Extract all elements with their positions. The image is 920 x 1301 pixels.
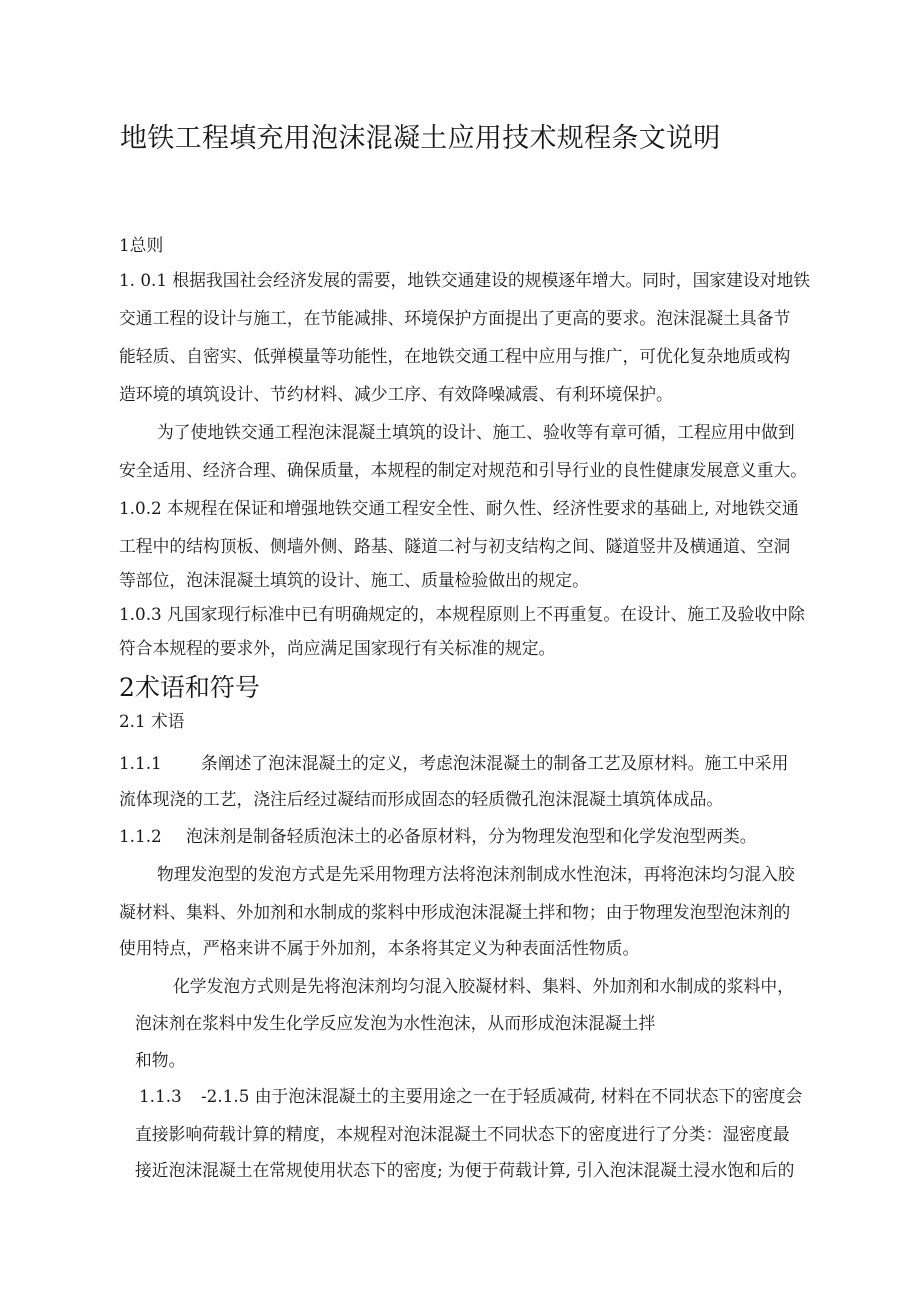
paragraph-line: 接近泡沫混凝土在常规使用状态下的密度; 为便于荷载计算, 引入泡沫混凝土浸水饱和后的 bbox=[135, 1160, 795, 1180]
section-heading-terms: 2术语和符号 bbox=[119, 673, 260, 702]
paragraph-line: -2.1.5 由于泡沫混凝土的主要用途之一在于轻质减荷, 材料在不同状态下的密度会 bbox=[201, 1086, 803, 1106]
subsection-heading-terms: 2.1 术语 bbox=[119, 711, 185, 731]
paragraph-line: 工程中的结构顶板、侧墙外侧、路基、隧道二衬与初支结构之间、隧道竖井及横通道、空洞 bbox=[119, 536, 791, 556]
paragraph-line: 凝材料、集料、外加剂和水制成的浆料中形成泡沫混凝土拌和物；由于物理发泡型泡沫剂的 bbox=[119, 902, 791, 922]
paragraph-line: 泡沫剂是制备轻质泡沫土的必备原材料，分为物理发泡型和化学发泡型两类。 bbox=[186, 826, 757, 846]
paragraph-line: 1. 0.1 根据我国社会经济发展的需要，地铁交通建设的规模逐年增大。同时，国家建设对地铁 bbox=[119, 270, 811, 290]
section-heading-general: 1总则 bbox=[119, 235, 164, 255]
document-title: 地铁工程填充用泡沫混凝土应用技术规程条文说明 bbox=[120, 123, 721, 154]
paragraph-line: 和物。 bbox=[135, 1050, 186, 1070]
paragraph-line: 直接影响荷载计算的精度，本规程对泡沫混凝土不同状态下的密度进行了分类：湿密度最 bbox=[135, 1124, 790, 1144]
paragraph-line: 泡沫剂在浆料中发生化学反应发泡为水性泡沫，从而形成泡沫混凝土拌 bbox=[135, 1013, 656, 1033]
clause-number: 1.1.1 bbox=[119, 753, 162, 773]
paragraph-line: 等部位，泡沫混凝土填筑的设计、施工、质量检验做出的规定。 bbox=[119, 570, 589, 590]
paragraph-line: 1.0.3 凡国家现行标准中已有明确规定的，本规程原则上不再重复。在设计、施工及验收中除 bbox=[119, 604, 805, 624]
paragraph-line: 造环境的填筑设计、节约材料、减少工序、有效降噪减震、有利环境保护。 bbox=[119, 384, 673, 404]
clause-number: 1.1.2 bbox=[119, 826, 162, 846]
paragraph-line: 物理发泡型的发泡方式是先采用物理方法将泡沫剂制成水性泡沫，再将泡沫均匀混入胶 bbox=[157, 864, 795, 884]
clause-number: 1.1.3 bbox=[139, 1086, 182, 1106]
paragraph-line: 1.0.2 本规程在保证和增强地铁交通工程安全性、耐久性、经济性要求的基础上, 对地铁交通 bbox=[119, 498, 799, 518]
paragraph-line: 条阐述了泡沫混凝土的定义，考虑泡沫混凝土的制备工艺及原材料。施工中采用 bbox=[201, 753, 789, 773]
paragraph-line: 安全适用、经济合理、确保质量，本规程的制定对规范和引导行业的良性健康发展意义重大。 bbox=[119, 460, 808, 480]
paragraph-line: 流体现浇的工艺，浇注后经过凝结而形成固态的轻质微孔泡沫混凝土填筑体成品。 bbox=[119, 789, 724, 809]
paragraph-line: 化学发泡方式则是先将泡沫剂均匀混入胶凝材料、集料、外加剂和水制成的浆料中， bbox=[173, 976, 794, 996]
paragraph-line: 符合本规程的要求外，尚应满足国家现行有关标准的规定。 bbox=[119, 638, 556, 658]
paragraph-line: 能轻质、自密实、低弹模量等功能性，在地铁交通工程中应用与推广，可优化复杂地质或构 bbox=[119, 346, 791, 366]
paragraph-line: 使用特点，严格来讲不属于外加剂，本条将其定义为种表面活性物质。 bbox=[119, 938, 640, 958]
paragraph-line: 为了使地铁交通工程泡沫混凝土填筑的设计、施工、验收等有章可循，工程应用中做到 bbox=[157, 422, 795, 442]
paragraph-line: 交通工程的设计与施工，在节能减排、环境保护方面提出了更高的要求。泡沫混凝土具备节 bbox=[119, 308, 791, 328]
